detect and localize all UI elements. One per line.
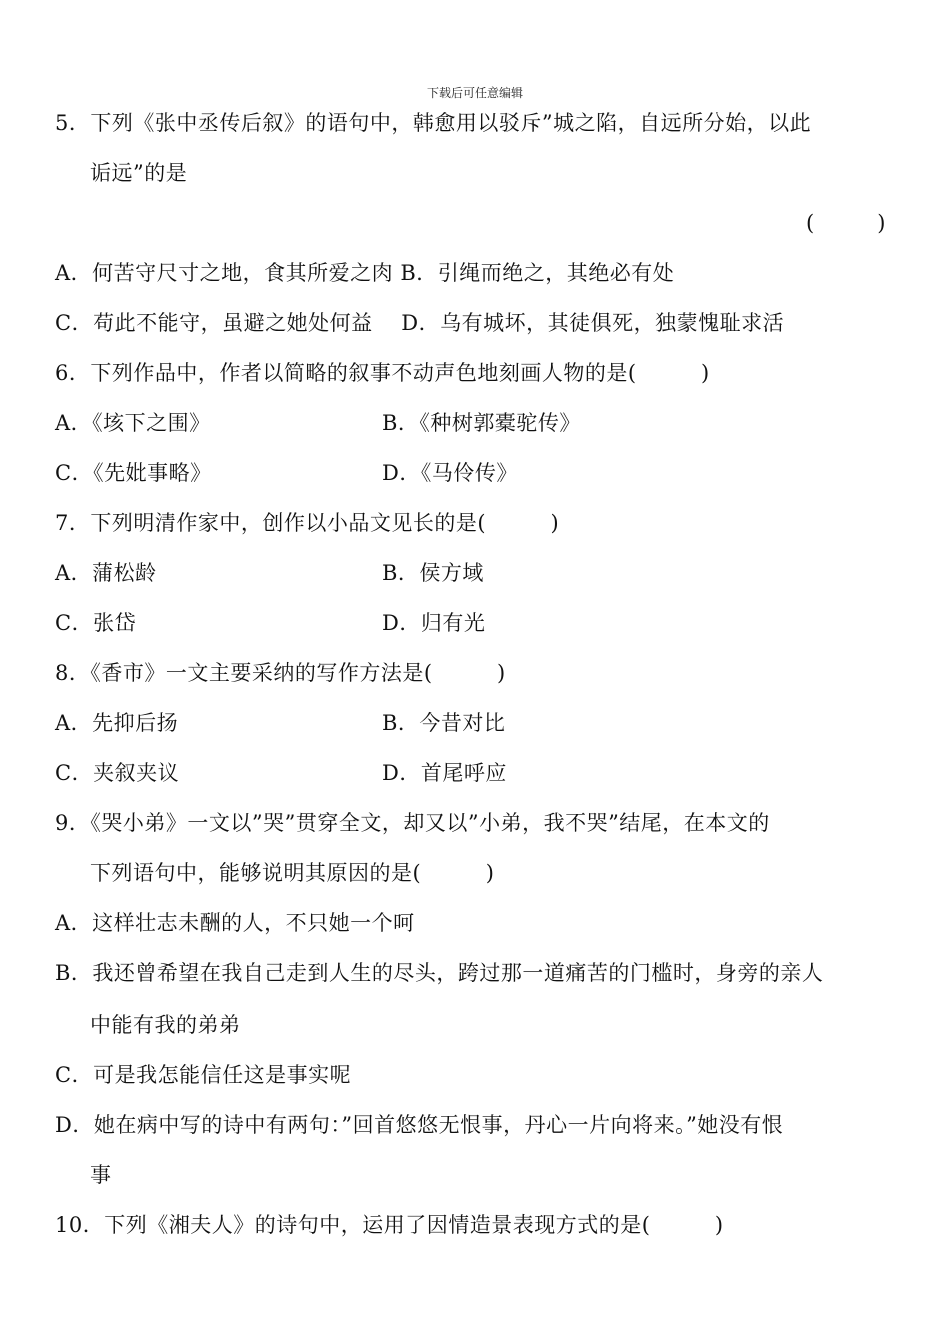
q8-stem: 8．《香市》一文主要采纳的写作方法是( ) bbox=[55, 661, 506, 685]
q7-option-d: D．归有光 bbox=[382, 611, 486, 635]
q6-option-b: B．《种树郭橐驼传》 bbox=[382, 411, 581, 435]
q9-option-b-line1: B．我还曾希望在我自己走到人生的尽头，跨过那一道痛苦的门槛时，身旁的亲人 bbox=[55, 961, 824, 985]
q7-option-a: A．蒲松龄 bbox=[55, 561, 157, 585]
q8-option-a: A．先抑后扬 bbox=[55, 711, 179, 735]
q6-option-d: D．《马伶传》 bbox=[382, 461, 518, 485]
q10-stem: 10．下列《湘夫人》的诗句中，运用了因情造景表现方式的是( ) bbox=[55, 1213, 724, 1237]
q5-answer-paren: ( ) bbox=[806, 211, 886, 235]
q7-option-b: B．侯方域 bbox=[382, 561, 484, 585]
q9-option-c: C．可是我怎能信任这是事实呢 bbox=[55, 1063, 352, 1087]
q5-option-cd: C．苟此不能守，虽避之她处何益 D．乌有城坏，其徒俱死，独蒙愧耻求活 bbox=[55, 311, 785, 335]
q5-stem-line2: 诟远”的是 bbox=[90, 161, 188, 185]
q9-option-d-line1: D．她在病中写的诗中有两句：”回首悠悠无恨事，丹心一片向将来。”她没有恨 bbox=[55, 1113, 784, 1137]
q8-option-b: B．今昔对比 bbox=[382, 711, 506, 735]
q5-stem-line1: 5．下列《张中丞传后叙》的语句中，韩愈用以驳斥”城之陷，自远所分始，以此 bbox=[55, 111, 812, 135]
q7-stem: 7．下列明清作家中，创作以小品文见长的是( ) bbox=[55, 511, 560, 535]
q6-stem: 6．下列作品中，作者以简略的叙事不动声色地刻画人物的是( ) bbox=[55, 361, 710, 385]
q9-option-a: A．这样壮志未酬的人，不只她一个呵 bbox=[55, 911, 415, 935]
q5-option-ab: A．何苦守尺寸之地，食其所爱之肉 B．引绳而绝之，其绝必有处 bbox=[55, 261, 675, 285]
q9-stem-line2: 下列语句中，能够说明其原因的是( ) bbox=[90, 861, 495, 885]
q9-option-b-line2: 中能有我的弟弟 bbox=[90, 1013, 241, 1037]
q7-option-c: C．张岱 bbox=[55, 611, 137, 635]
q8-option-c: C．夹叙夹议 bbox=[55, 761, 180, 785]
q9-stem-line1: 9．《哭小弟》一文以”哭”贯穿全文，却又以”小弟，我不哭”结尾，在本文的 bbox=[55, 811, 770, 835]
q8-option-d: D．首尾呼应 bbox=[382, 761, 507, 785]
q6-option-a: A．《垓下之围》 bbox=[55, 411, 211, 435]
page-header: 下载后可任意编辑 bbox=[426, 86, 523, 100]
q6-option-c: C．《先妣事略》 bbox=[55, 461, 212, 485]
q9-option-d-line2: 事 bbox=[90, 1163, 112, 1187]
